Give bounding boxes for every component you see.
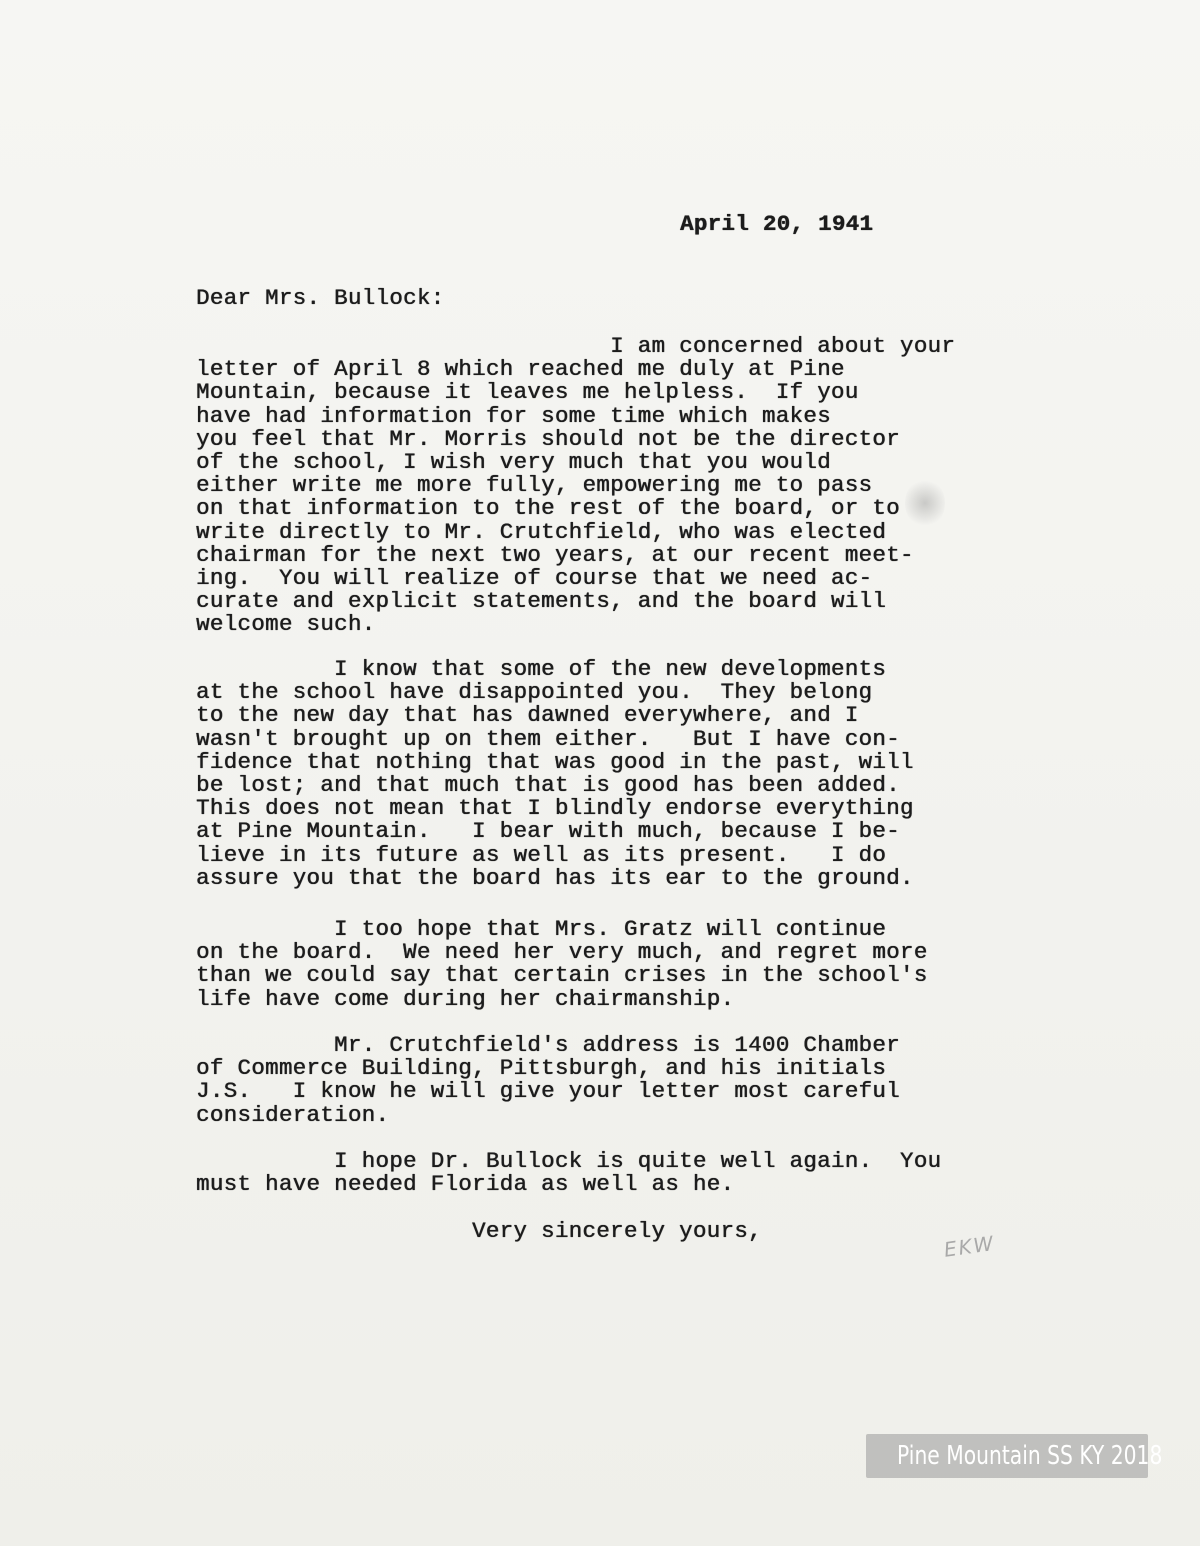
archive-watermark: [866, 1434, 1163, 1478]
letter-paragraph-2: I know that some of the new developments at the school have disappointed you. They belong to the new day that has dawned everywhere, and I wasn't brought up on them either. But I have con- fidence that nothing that was good in the past, will be lost; and that much that is good has been added. This does not mean that I blindly endorse everything at Pine Mountain. I bear with much, because I be- lieve in its future as well as its present. I do assure you that the board has its ear to the ground.: [196, 656, 914, 891]
letter-date: April 20, 1941: [680, 211, 874, 237]
watermark-text: Pine Mountain SS KY 2018: [897, 1441, 1163, 1471]
letter-paragraph-1: I am concerned about your letter of April 8 which reached me duly at Pine Mountain, because it leaves me helpless. If you have had information for some time which makes you feel that Mr. Morris should not be the director of the school, I wish very much that you would either write me more fully, empowering me to pass on that information to the rest of the board, or to write directly to Mr. Crutchfield, who was elected chairman for the next two years, at our recent meet- ing. You will realize of course that we need ac- curate and explicit statements, and the board will welcome such.: [196, 333, 956, 638]
letter-paragraph-5: I hope Dr. Bullock is quite well again. You must have needed Florida as well as he.: [196, 1148, 942, 1198]
letter-closing: Very sincerely yours,: [472, 1218, 762, 1244]
letter-salutation: Dear Mrs. Bullock:: [196, 285, 445, 311]
letter-paragraph-4: Mr. Crutchfield's address is 1400 Chamber of Commerce Building, Pittsburgh, and his initials J.S. I know he will give your letter most careful consideration.: [196, 1032, 900, 1128]
letter-paragraph-3: I too hope that Mrs. Gratz will continue on the board. We need her very much, and regret more than we could say that certain crises in the school's life have come during her chairmanship.: [196, 916, 928, 1012]
handwritten-initials: EKW: [942, 1230, 997, 1262]
